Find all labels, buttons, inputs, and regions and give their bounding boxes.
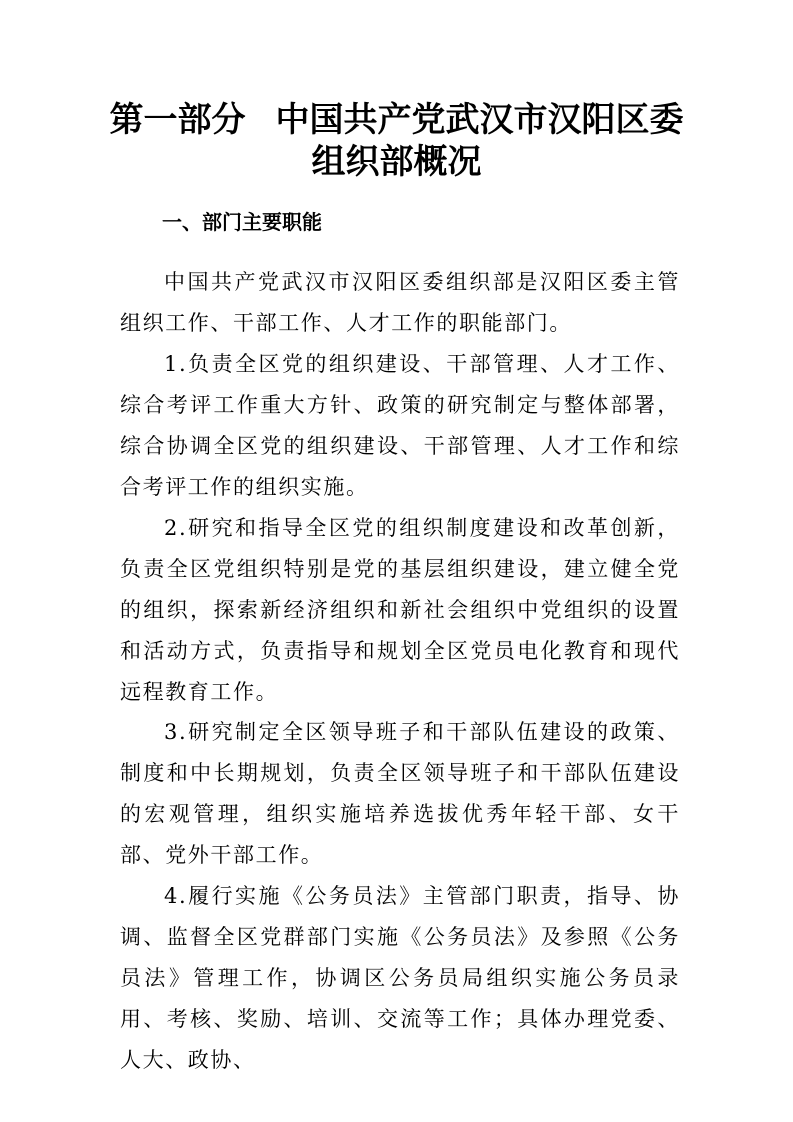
title-part-label: 第一部分 xyxy=(109,100,246,140)
document-title-line-1 xyxy=(0,98,793,142)
paragraph-item-4: 4.履行实施《公务员法》主管部门职责，指导、协调、监督全区党群部门实施《公务员法》及参照《公务员法》管理工作，协调区公务员局组织实施公务员录用、考核、奖励、培训、交流等工作；具体办理党委、人大、政协、 xyxy=(120,884,680,1072)
paragraph-item-1: 1.负责全区党的组织建设、干部管理、人才工作、综合考评工作重大方针、政策的研究制定与整体部署，综合协调全区党的组织建设、干部管理、人才工作和综合考评工作的组织实施。 xyxy=(120,352,680,499)
paragraph-intro: 中国共产党武汉市汉阳区委组织部是汉阳区委主管组织工作、干部工作、人才工作的职能部门。 xyxy=(120,270,680,335)
section-heading: 一、部门主要职能 xyxy=(162,210,322,234)
title-organization-name: 中国共产党武汉市汉阳区委 xyxy=(275,100,684,140)
paragraph-item-3: 3.研究制定全区领导班子和干部队伍建设的政策、制度和中长期规划，负责全区领导班子和干部队伍建设的宏观管理，组织实施培养选拔优秀年轻干部、女干部、党外干部工作。 xyxy=(120,720,680,867)
paragraph-item-2: 2.研究和指导全区党的组织制度建设和改革创新，负责全区党组织特别是党的基层组织建设，建立健全党的组织，探索新经济组织和新社会组织中党组织的设置和活动方式，负责指导和规划全区党员电化教育和现代远程教育工作。 xyxy=(120,516,680,704)
document-title-line-2: 组织部概况 xyxy=(311,142,482,182)
